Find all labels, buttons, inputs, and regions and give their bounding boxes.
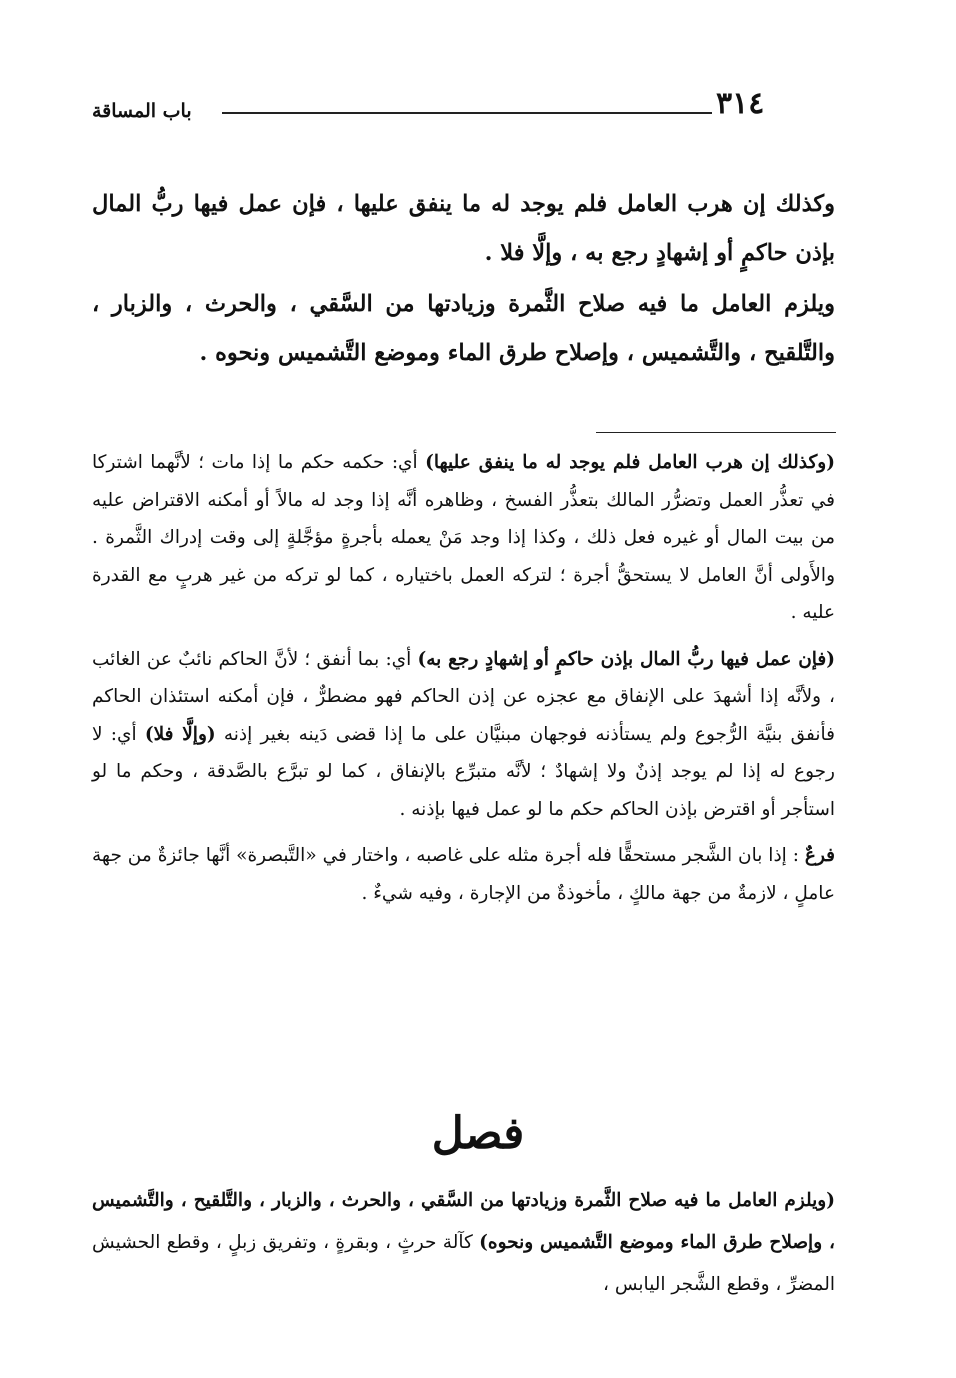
- section-heading: فصل: [431, 1108, 525, 1159]
- branch-label: فرعٌ: [804, 845, 835, 866]
- quoted-matn: (فإن عمل فيها ربُّ المال بإذن حاكمٍ أو إشهادٍ رجع به): [417, 648, 836, 670]
- header-rule: [222, 112, 712, 114]
- section-paragraph: [92, 1180, 835, 1306]
- commentary-text: كآلة حرثٍ ، وبقرةٍ ، وتفريق زبلٍ ، وقطع الحشيش المضرِّ ، وقطع الشَّجر اليابس ،: [92, 1232, 835, 1295]
- quoted-matn: (وإلَّا فلا): [144, 723, 216, 745]
- commentary-text: أي: بما أنفق ؛ لأنَّ الحاكم نائبٌ عن الغائب ، ولأنَّه إذا أشهدَ على الإنفاق مع عجزه عن إذن الحاكم فهو مضطرٌّ ، فإن أمكنه استئذان الحاكم فأنفق بنيَّة الرُّجوع ولم يستأذنه فوجهان مبنيَّان على ما إذا قضى دَينه بغير إذنه: [92, 648, 835, 745]
- commentary-paragraph: [92, 837, 835, 912]
- quoted-matn: (ويلزم العامل ما فيه صلاح الثَّمرة وزيادتها من السَّقي ، والحرث ، والزبار ، والتَّلقيح ، والتَّشميس ، وإصلاح طرق الماء وموضع التَّشميس ونحوه): [92, 1190, 835, 1253]
- commentary-text: أي: حكمه حكم ما إذا مات ؛ لأنَّهما اشتركا في تعذُّر العمل وتضرُّر المالك بتعذُّر الفسخ ، وظاهره أنَّه إذا وجد له مالاً أو أمكنه الاقتراض عليه من بيت المال أو غيره فعل ذلك ، وكذا إذا وجد مَنْ يعمله بأجرةٍ مؤجَّلةٍ إلى وقت إدراك الثَّمرة . والأَولى أنَّ العامل لا يستحقُّ أجرة ؛ لتركه العمل باختياره ، كما لو تركه من غير هربٍ مع القدرة عليه .: [92, 452, 835, 623]
- main-paragraph: ويلزم العامل ما فيه صلاح الثَّمرة وزيادتها من السَّقي ، والحرث ، والزبار ، والتَّلقيح ، والتَّشميس ، وإصلاح طرق الماء وموضع التَّشميس ونحوه .: [92, 291, 835, 366]
- separator-rule: [596, 432, 836, 433]
- page-number: ٣١٤: [716, 86, 765, 121]
- commentary-paragraph: [92, 641, 835, 829]
- main-paragraph: وكذلك إن هرب العامل فلم يوجد له ما ينفق عليها ، فإن عمل فيها ربُّ المال بإذن حاكمٍ أو إشهادٍ رجع به ، وإلَّا فلا .: [92, 191, 835, 266]
- commentary: [92, 444, 835, 912]
- main-text: [92, 180, 835, 378]
- chapter-title: باب المساقة: [92, 100, 192, 122]
- commentary-text: : إذا بان الشَّجر مستحقًّا فله أجرة مثله على غاصبه ، واختار في «التَّبصرة» أنَّها جائزةٌ من جهة عاملٍ ، لازمةٌ من جهة مالكٍ ، مأخوذةٌ من الإجارة ، وفيه شيءٌ .: [92, 845, 835, 904]
- commentary-text: أي: لا رجوع له إذا لم يوجد إذنٌ ولا إشهادٌ ؛ لأنَّه متبرِّع بالإنفاق ، كما لو تبرَّع بالصَّدقة ، وحكم ما لو استأجر أو اقترض بإذن الحاكم حكم ما لو عمل فيها بإذنه .: [92, 723, 835, 820]
- section-text: [92, 1180, 835, 1306]
- commentary-paragraph: [92, 444, 835, 632]
- quoted-matn: (وكذلك إن هرب العامل فلم يوجد له ما ينفق عليها): [425, 452, 835, 473]
